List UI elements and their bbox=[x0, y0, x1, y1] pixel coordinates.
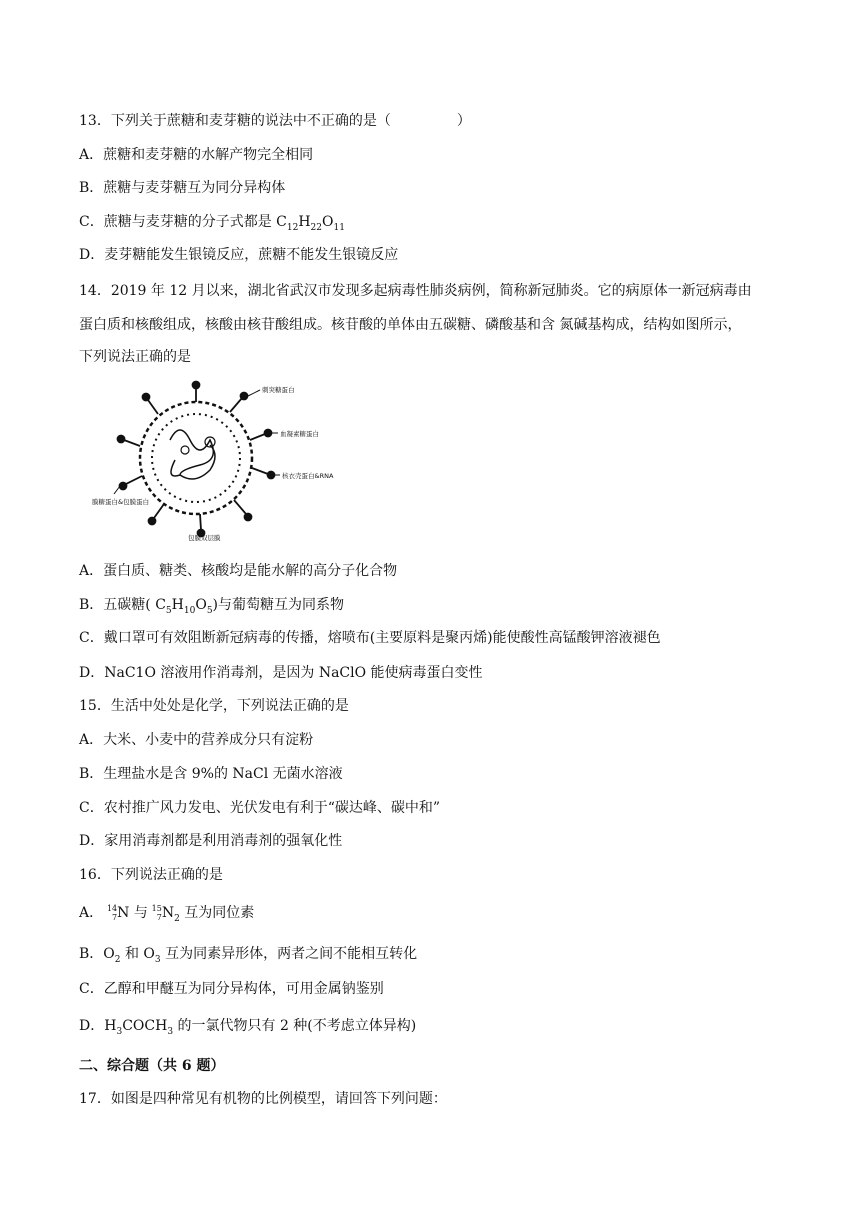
q16-option-a-suffix: 互为同位素 bbox=[179, 905, 255, 921]
q16-option-b-suffix: 互为同素异形体，两者之间不能相互转化 bbox=[160, 946, 418, 962]
q16-option-d: D．$H_3COCH_3$ 的一氯代物只有 2 种(不考虑立体异构) bbox=[79, 1018, 417, 1037]
q16-stem: 16．下列说法正确的是 bbox=[79, 867, 223, 883]
q13-option-b: B．蔗糖与麦芽糖互为同分异构体 bbox=[79, 180, 286, 196]
figure-label-right2: 核衣壳蛋白&RNA bbox=[282, 472, 334, 480]
section-heading: 二、综合题（共 6 题） bbox=[79, 1058, 225, 1074]
q15-option-b: B．生理盐水是含 9%的 NaCl 无菌水溶液 bbox=[79, 766, 343, 782]
q17-stem: 17．如图是四种常见有机物的比例模型，请回答下列问题： bbox=[79, 1091, 447, 1107]
q14-stem-line2: 蛋白质和核酸组成，核酸由核苷酸组成。核苷酸的单体由五碳糖、磷酸基和含 氮碱基构成，结构如图所示， bbox=[79, 317, 742, 333]
q14-option-c: C．戴口罩可有效阻断新冠病毒的传播，熔喷布(主要原料是聚丙烯)能使酸性高锰酸钾溶液褪色 bbox=[79, 630, 661, 646]
q16-option-b: B．$O_2$ 和 $O_3$ 互为同素异形体，两者之间不能相互转化 bbox=[79, 946, 418, 965]
q13-stem bbox=[79, 111, 471, 131]
figure-label-top: 刺突糖蛋白 bbox=[262, 386, 295, 394]
q13-option-d: D．麦芽糖能发生银镜反应，蔗糖不能发生银镜反应 bbox=[79, 247, 399, 263]
figure-label-left: 膜糖蛋白&包膜蛋白 bbox=[92, 498, 150, 506]
figure-label-right1: 血凝素糖蛋白 bbox=[280, 430, 319, 438]
q15-stem: 15．生活中处处是化学，下列说法正确的是 bbox=[79, 698, 349, 714]
q13-option-c-text: C．蔗糖与麦芽糖的分子式都是 C bbox=[79, 214, 287, 230]
q16-formula-coch: COCH bbox=[122, 1018, 168, 1034]
q16-option-d-suffix: 的一氯代物只有 2 种(不考虑立体异构) bbox=[173, 1018, 417, 1034]
q16-option-b-mid: 和 O bbox=[120, 946, 155, 962]
q15-option-a: A．大米、小麦中的营养成分只有淀粉 bbox=[79, 732, 314, 748]
q16-option-b-prefix: B．O bbox=[79, 946, 115, 962]
q13-stem-close: ） bbox=[456, 113, 471, 129]
q16-option-a-mid: 与 bbox=[129, 905, 148, 921]
q14-stem-line3: 下列说法正确的是 bbox=[79, 349, 191, 365]
q16-formula-h: H bbox=[104, 1018, 117, 1034]
q14-option-b: B．五碳糖( $C_5H_{10}O_5$)与葡萄糖互为同系物 bbox=[79, 597, 345, 616]
q14-option-b-prefix: B．五碳糖( C bbox=[79, 597, 166, 613]
q14-option-b-suffix: )与葡萄糖互为同系物 bbox=[212, 597, 345, 613]
q13-option-a: A．蔗糖和麦芽糖的水解产物完全相同 bbox=[79, 147, 314, 163]
q14-stem-line1: 14．2019 年 12 月以来，湖北省武汉市发现多起病毒性肺炎病例，简称新冠肺炎。它的病原体一新冠病毒由 bbox=[79, 283, 752, 299]
q16-option-a-prefix: A． bbox=[79, 905, 104, 921]
q16-option-a: A． 14 7 N 与 15 7 $N_2$ 互为同位素 bbox=[79, 904, 255, 924]
q16-option-c: C．乙醇和甲醚互为同分异构体，可用金属钠鉴别 bbox=[79, 981, 384, 997]
figure-label-bottom: 包膜双层膜 bbox=[188, 534, 221, 542]
q14-option-a: A．蛋白质、糖类、核酸均是能水解的高分子化合物 bbox=[79, 563, 398, 579]
q15-option-d: D．家用消毒剂都是利用消毒剂的强氧化性 bbox=[79, 833, 343, 849]
q13-stem-text: 13．下列关于蔗糖和麦芽糖的说法中不正确的是（ bbox=[79, 113, 391, 129]
q15-option-c: C．农村推广风力发电、光伏发电有利于“碳达峰、碳中和” bbox=[79, 800, 441, 816]
q14-option-d: D．NaC1O 溶液用作消毒剂，是因为 NaClO 能使病毒蛋白变性 bbox=[79, 665, 483, 681]
q13-option-c: C．蔗糖与麦芽糖的分子式都是 $C_{12}H_{22}O_{11}$ bbox=[79, 214, 345, 233]
q16-option-d-prefix: D． bbox=[79, 1018, 105, 1034]
virus-structure-figure bbox=[92, 380, 334, 542]
